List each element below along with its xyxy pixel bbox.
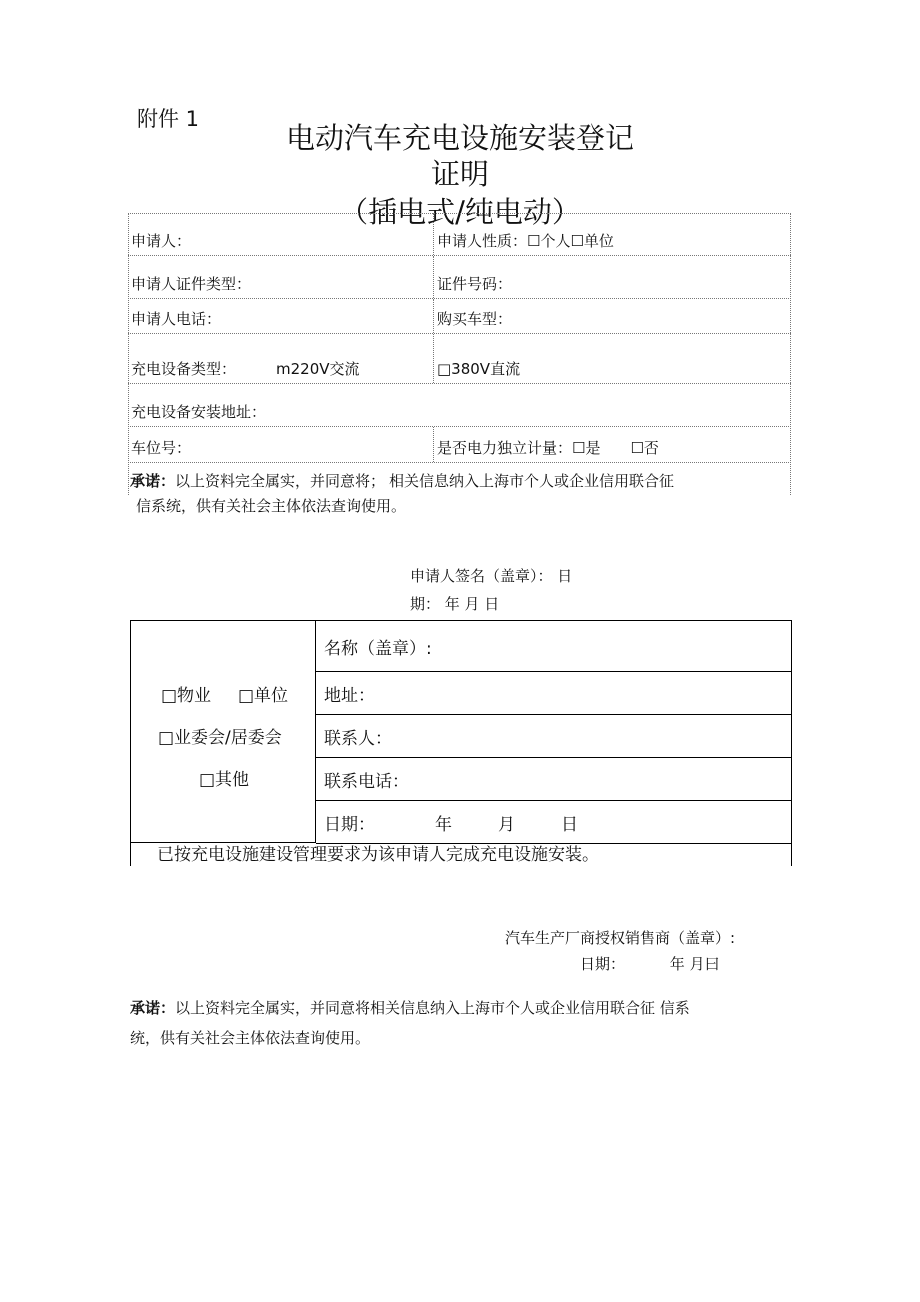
form-row [128, 299, 791, 334]
equip-type-label: 充电设备类型： [131, 360, 237, 378]
applicant-signature: 申请人签名（盖章）： 日 [410, 567, 573, 585]
applicant-form [128, 213, 791, 463]
equip-type-field [128, 334, 434, 383]
promise-statement-2 [130, 995, 800, 1021]
promise-label-2: 承诺： [130, 999, 176, 1017]
install-address-field[interactable]: 充电设备安装地址： [131, 403, 267, 421]
form-row [128, 334, 791, 384]
form-row [128, 256, 791, 299]
property-contact-field[interactable]: 联系人： [316, 715, 791, 758]
dealer-date-label: 日期： [580, 955, 626, 973]
dealer-date-value: 年 月曰 [669, 955, 720, 973]
id-number-field[interactable]: 证件号码： [437, 275, 513, 293]
promise-label: 承诺： [130, 472, 176, 490]
promise-text-c: 信系统，供有关社会主体依法查询使用。 [136, 497, 407, 515]
car-model-field[interactable]: 购买车型： [437, 310, 513, 328]
option-unit[interactable]: □单位 [238, 686, 289, 706]
property-name-field[interactable]: 名称（盖章）: [316, 621, 791, 672]
property-form [130, 620, 792, 866]
document-title: 电动汽车充电设施安装登记 [285, 121, 634, 155]
date-label: 日期： [324, 814, 375, 835]
property-type-options [131, 621, 316, 843]
option-other[interactable]: □其他 [199, 770, 250, 790]
promise2-line1: 以上资料完全属实，并同意将相关信息纳入上海市个人或企业信用联合征 信系 [175, 999, 690, 1017]
property-details [316, 621, 791, 844]
dealer-seal: 汽车生产厂商授权销售商（盖章）: [505, 929, 736, 947]
phone-field[interactable]: 申请人电话： [128, 299, 434, 333]
document-subtitle: （插电式/纯电动） [339, 195, 581, 229]
promise-statement-1 [130, 468, 792, 494]
meter-yes-option[interactable]: 是否电力独立计量：☐是 [437, 439, 601, 457]
meter-no-option[interactable]: ☐否 [630, 439, 659, 457]
parking-number-field[interactable]: 车位号： [128, 427, 434, 462]
document-title-line2: 证明 [430, 157, 489, 191]
form-row [128, 384, 791, 427]
option-committee[interactable]: □业委会/居委会 [158, 728, 282, 748]
independent-meter-field[interactable] [434, 427, 791, 462]
id-type-field[interactable]: 申请人证件类型： [128, 256, 434, 298]
form-row [128, 213, 791, 256]
equip-dc-option[interactable]: □380V直流 [437, 360, 521, 378]
date-year: 年 [435, 814, 452, 835]
option-property[interactable]: □物业 [161, 686, 212, 706]
applicant-field[interactable]: 申请人： [128, 213, 434, 255]
form-row [128, 427, 791, 463]
applicant-date: 期： 年 月 日 [410, 595, 500, 613]
equip-ac-option[interactable]: m220V交流 [276, 360, 360, 378]
property-address-field[interactable]: 地址： [316, 672, 791, 715]
promise-text-a: 以上资料完全属实，并同意将； [175, 472, 386, 490]
attachment-label: 附件 1 [137, 107, 200, 131]
installation-complete-statement: 已按充电设施建设管理要求为该申请人完成充电设施安装。 [157, 845, 599, 865]
date-day: 日 [561, 814, 578, 835]
promise-text-b: 相关信息纳入上海市个人或企业信用联合征 [389, 472, 675, 490]
dealer-date [580, 953, 720, 974]
applicant-type-field[interactable]: 申请人性质：☐个人☐单位 [437, 232, 614, 250]
promise2-line2: 统，供有关社会主体依法查询使用。 [130, 1029, 371, 1047]
property-date-field[interactable] [316, 801, 791, 844]
date-month: 月 [498, 814, 515, 835]
property-phone-field[interactable]: 联系电话： [316, 758, 791, 801]
